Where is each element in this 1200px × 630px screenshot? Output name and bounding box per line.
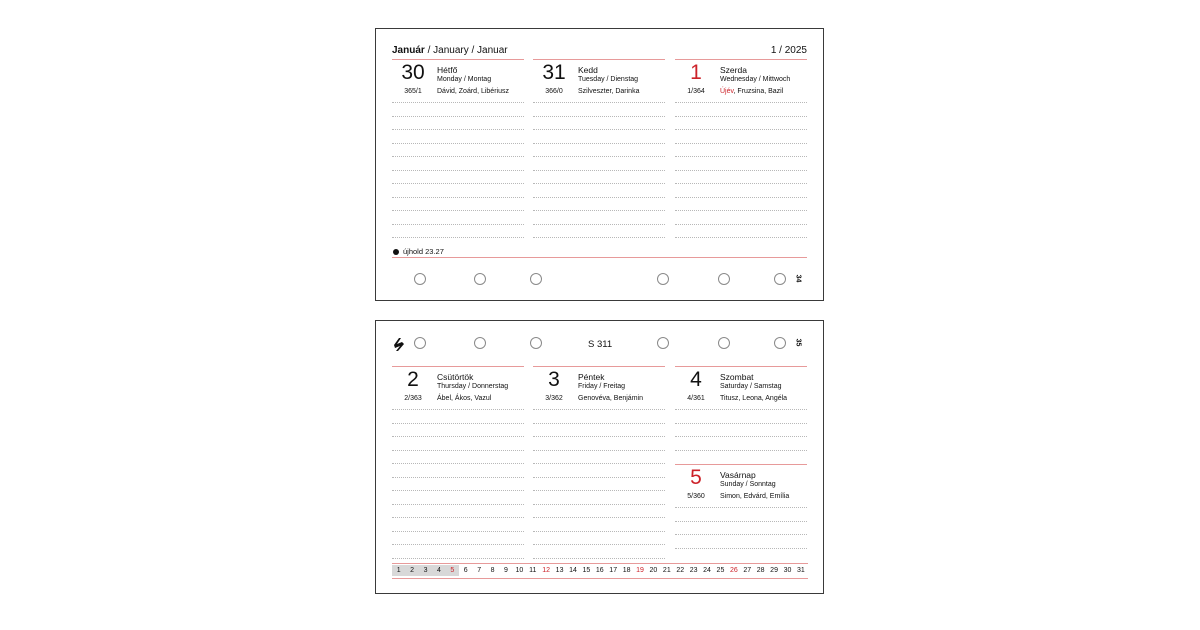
writing-line — [392, 423, 524, 424]
writing-line — [533, 170, 665, 171]
calendar-day: 7 — [477, 567, 482, 574]
writing-line — [392, 210, 524, 211]
calendar-day: 28 — [756, 567, 765, 574]
calendar-day: 18 — [622, 567, 631, 574]
day-number: 1 — [690, 61, 702, 84]
day-number: 4 — [690, 368, 702, 391]
binder-hole-icon — [474, 337, 486, 349]
writing-line — [392, 409, 524, 410]
writing-line — [392, 116, 524, 117]
writing-line — [533, 450, 665, 451]
name-days: Genovéva, Benjámin — [578, 395, 643, 402]
name-days: Titusz, Leona, Angéla — [720, 395, 788, 402]
calendar-day: 26 — [729, 567, 738, 574]
binder-hole-icon — [474, 273, 486, 285]
calendar-day: 23 — [689, 567, 698, 574]
writing-line — [392, 558, 524, 559]
day-name-translations: Sunday / Sonntag — [720, 481, 776, 488]
calendar-day: 29 — [770, 567, 778, 574]
binder-hole-icon — [657, 337, 669, 349]
page-number: 34 — [794, 274, 802, 283]
day-count: 365/1 — [404, 88, 422, 95]
writing-line — [675, 116, 807, 117]
day-name: Kedd — [578, 65, 598, 75]
writing-line — [675, 237, 807, 238]
calendar-day: 9 — [504, 567, 508, 574]
writing-line — [392, 490, 524, 491]
writing-line — [675, 102, 807, 103]
new-moon-icon — [393, 249, 399, 255]
writing-line — [533, 224, 665, 225]
binder-hole-icon — [774, 273, 786, 285]
day-number: 5 — [690, 466, 702, 489]
calendar-strip-bottom-rule — [392, 578, 808, 579]
writing-line — [533, 156, 665, 157]
calendar-day: 21 — [662, 567, 671, 574]
writing-line — [533, 116, 665, 117]
calendar-day: 6 — [463, 567, 468, 574]
writing-line — [675, 409, 807, 410]
writing-line — [392, 197, 524, 198]
writing-line — [675, 224, 807, 225]
name-days: Szilveszter, Darinka — [578, 88, 640, 95]
calendar-day: 4 — [432, 565, 445, 576]
day-column-monday — [392, 59, 524, 244]
month-number: 1 / 2025 — [770, 45, 807, 56]
calendar-strip-top-rule — [392, 563, 808, 564]
writing-line — [675, 423, 807, 424]
writing-line — [675, 521, 807, 522]
writing-line — [533, 197, 665, 198]
day-name: Vasárnap — [720, 470, 756, 480]
writing-line — [675, 534, 807, 535]
calendar-day: 2 — [405, 565, 418, 576]
calendar-day: 3 — [419, 565, 432, 576]
product-code: S 311 — [588, 339, 613, 350]
page-number: 35 — [794, 338, 802, 347]
planner-page-week-end — [375, 320, 824, 594]
binder-hole-icon — [774, 337, 786, 349]
day-name-translations: Friday / Freitag — [578, 383, 626, 390]
day-name-translations: Saturday / Samstag — [720, 383, 782, 390]
binder-hole-icon — [718, 273, 730, 285]
calendar-day: 24 — [703, 567, 711, 574]
writing-line — [392, 463, 524, 464]
day-number: 2 — [407, 368, 419, 391]
writing-line — [392, 183, 524, 184]
writing-line — [392, 237, 524, 238]
day-number: 30 — [401, 61, 425, 84]
writing-line — [533, 102, 665, 103]
writing-line — [533, 490, 665, 491]
day-name: Hétfő — [437, 65, 458, 75]
writing-line — [533, 544, 665, 545]
calendar-day: 15 — [582, 567, 591, 574]
day-column-friday — [533, 366, 665, 561]
bottom-rule — [392, 257, 807, 258]
name-days: Ábel, Ákos, Vazul — [437, 395, 492, 402]
writing-line — [392, 450, 524, 451]
binder-hole-icon — [718, 337, 730, 349]
writing-line — [533, 477, 665, 478]
day-name: Csütörtök — [437, 372, 474, 382]
planner-page-week-start — [375, 28, 824, 301]
name-days: Újév, Fruzsina, Bazil — [720, 88, 784, 95]
binder-hole-icon — [657, 273, 669, 285]
day-name-translations: Thursday / Donnerstag — [437, 383, 509, 390]
binder-hole-icon — [414, 273, 426, 285]
calendar-day: 27 — [743, 567, 752, 574]
writing-line — [392, 531, 524, 532]
day-column-wednesday — [675, 59, 807, 244]
writing-line — [392, 517, 524, 518]
writing-line — [675, 210, 807, 211]
day-name: Szerda — [720, 65, 747, 75]
writing-line — [675, 450, 807, 451]
writing-line — [533, 558, 665, 559]
writing-line — [533, 531, 665, 532]
binder-hole-icon — [530, 273, 542, 285]
writing-line — [675, 143, 807, 144]
calendar-day: 22 — [676, 567, 685, 574]
day-name: Szombat — [720, 372, 754, 382]
calendar-day: 30 — [783, 567, 792, 574]
calendar-day: 25 — [716, 567, 725, 574]
writing-line — [675, 170, 807, 171]
month-calendar-strip — [392, 565, 808, 576]
calendar-day: 17 — [609, 567, 618, 574]
day-column-thursday — [392, 366, 524, 561]
name-days: Simon, Edvárd, Emília — [720, 493, 790, 500]
writing-line — [392, 504, 524, 505]
calendar-day: 19 — [636, 567, 644, 574]
writing-line — [392, 156, 524, 157]
binder-hole-icon — [530, 337, 542, 349]
calendar-day: 14 — [569, 567, 577, 574]
writing-line — [392, 477, 524, 478]
writing-line — [675, 548, 807, 549]
writing-line — [675, 197, 807, 198]
calendar-day: 13 — [555, 567, 564, 574]
writing-line — [533, 423, 665, 424]
calendar-day: 11 — [529, 567, 537, 574]
writing-line — [392, 436, 524, 437]
writing-line — [533, 517, 665, 518]
day-number: 31 — [542, 61, 566, 84]
writing-line — [392, 170, 524, 171]
writing-line — [533, 409, 665, 410]
day-number: 3 — [548, 368, 560, 391]
binder-hole-icon — [414, 337, 426, 349]
holiday-name: Újév — [720, 88, 734, 95]
writing-line — [392, 129, 524, 130]
writing-line — [675, 507, 807, 508]
writing-line — [675, 156, 807, 157]
moon-phase-note: újhold 23.27 — [393, 247, 444, 256]
day-count: 4/361 — [687, 395, 705, 402]
day-count: 3/362 — [545, 395, 563, 402]
day-column-sunday — [675, 464, 807, 561]
brand-logo-icon — [392, 336, 406, 352]
writing-line — [533, 143, 665, 144]
writing-line — [392, 544, 524, 545]
day-count: 366/0 — [545, 88, 563, 95]
writing-line — [392, 224, 524, 225]
day-column-tuesday — [533, 59, 665, 244]
writing-line — [533, 504, 665, 505]
day-name-translations: Tuesday / Dienstag — [578, 76, 639, 83]
day-name-translations: Wednesday / Mittwoch — [720, 76, 791, 83]
writing-line — [392, 143, 524, 144]
day-count: 2/363 — [404, 395, 422, 402]
calendar-day: 10 — [515, 567, 524, 574]
day-name-translations: Monday / Montag — [437, 76, 492, 83]
calendar-day: 31 — [796, 567, 805, 574]
day-column-saturday — [675, 366, 807, 461]
day-count: 5/360 — [687, 493, 705, 500]
writing-line — [533, 436, 665, 437]
calendar-day: 20 — [649, 567, 658, 574]
writing-line — [533, 129, 665, 130]
day-name: Péntek — [578, 372, 605, 382]
writing-line — [675, 183, 807, 184]
writing-line — [392, 102, 524, 103]
writing-line — [675, 436, 807, 437]
calendar-day: 8 — [490, 567, 495, 574]
calendar-day: 12 — [542, 567, 551, 574]
writing-line — [533, 210, 665, 211]
calendar-day: 16 — [595, 567, 604, 574]
writing-line — [533, 237, 665, 238]
writing-line — [533, 183, 665, 184]
writing-line — [533, 463, 665, 464]
writing-line — [675, 129, 807, 130]
calendar-day: 1 — [392, 565, 405, 576]
name-days: Dávid, Zoárd, Libériusz — [437, 88, 509, 95]
day-count: 1/364 — [687, 88, 705, 95]
calendar-day: 5 — [446, 565, 459, 576]
month-title: Január / January / Januar — [392, 45, 508, 56]
